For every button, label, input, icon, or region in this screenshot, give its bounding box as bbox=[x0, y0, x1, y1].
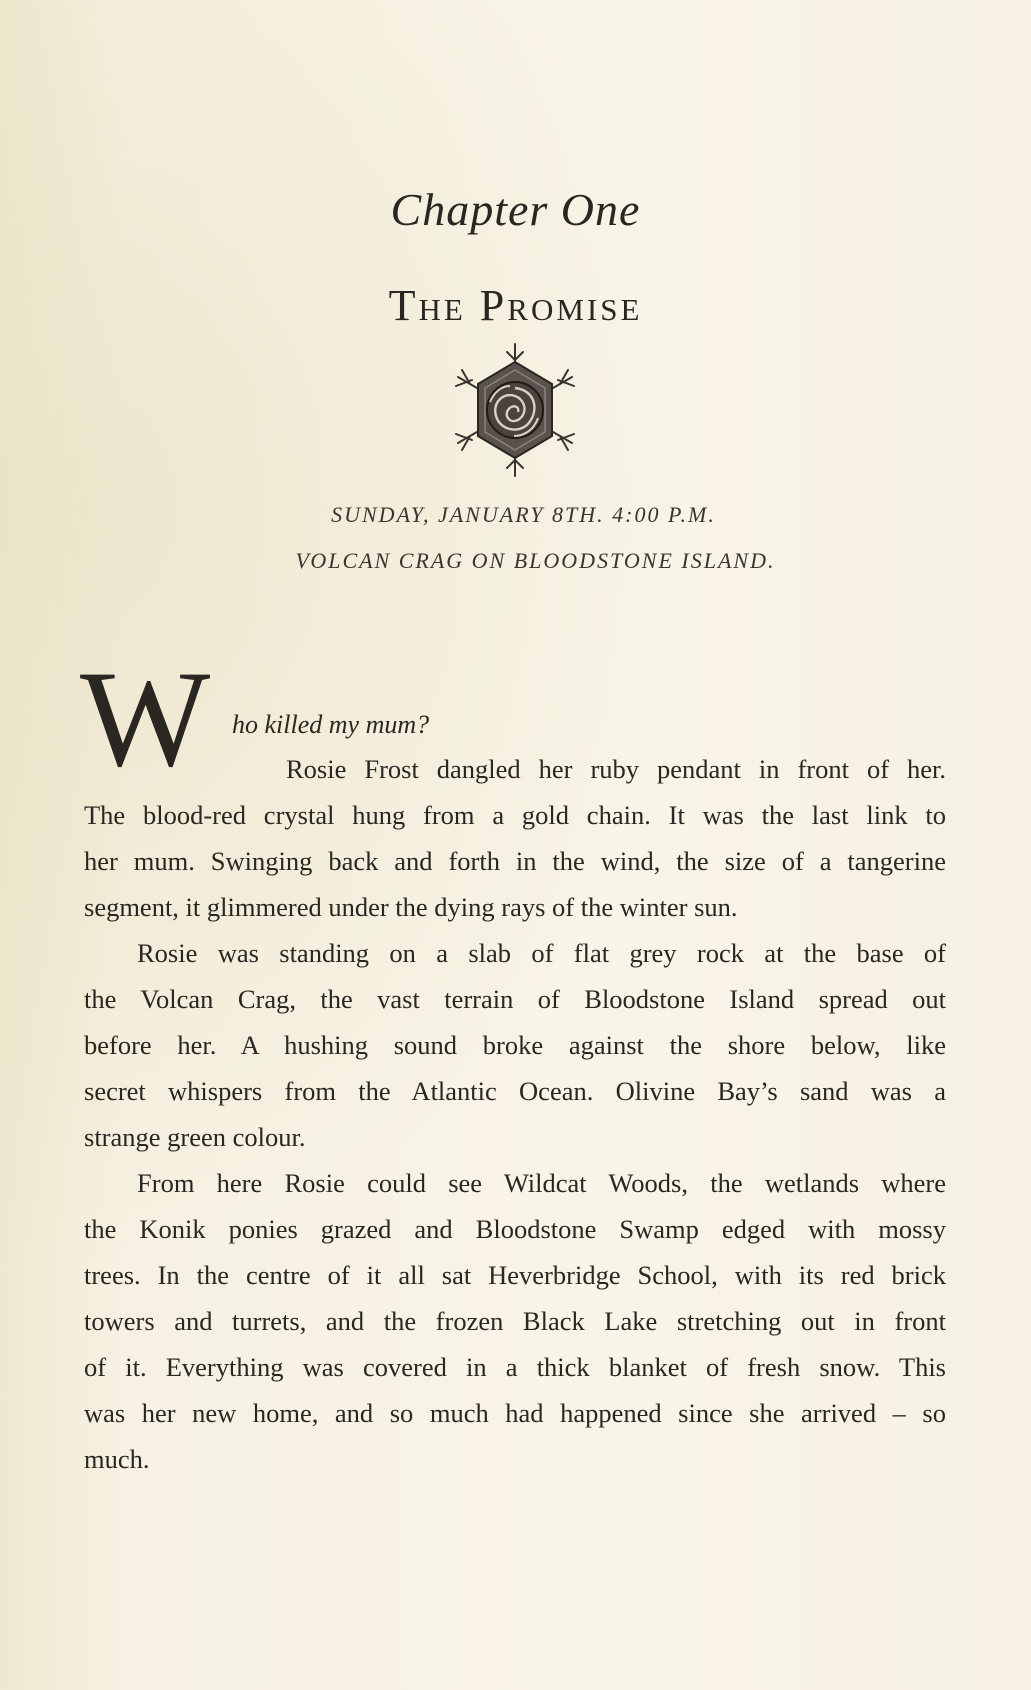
paragraph-line: trees. In the centre of it all sat Heverbridge School, with its red brick bbox=[84, 1260, 946, 1290]
chapter-number: Chapter One bbox=[390, 184, 641, 235]
paragraph-line: secret whispers from the Atlantic Ocean. Olivine Bay’s sand was a bbox=[84, 1076, 946, 1106]
snowflake-rose-icon bbox=[450, 340, 580, 480]
paragraph-line: much. bbox=[84, 1444, 150, 1474]
paragraph-line: towers and turrets, and the frozen Black Lake stretching out in front bbox=[84, 1306, 946, 1336]
paragraph-line: segment, it glimmered under the dying rays of the winter sun. bbox=[84, 892, 738, 922]
paragraph-line: strange green colour. bbox=[84, 1122, 306, 1152]
paragraph-line: was her new home, and so much had happened since she arrived – so bbox=[84, 1398, 946, 1428]
paragraph-line: From here Rosie could see Wildcat Woods, the wetlands where bbox=[137, 1168, 946, 1198]
dateline-time: SUNDAY, JANUARY 8TH. 4:00 P.M. bbox=[331, 502, 716, 527]
chapter-title: The Promise bbox=[388, 281, 643, 330]
paragraph-line: Rosie was standing on a slab of flat grey rock at the base of bbox=[137, 938, 946, 968]
opening-line: ho killed my mum? bbox=[232, 710, 430, 739]
dateline-place: VOLCAN CRAG ON BLOODSTONE ISLAND. bbox=[295, 548, 776, 573]
drop-cap: W bbox=[80, 642, 211, 795]
paragraph-line: the Volcan Crag, the vast terrain of Bloodstone Island spread out bbox=[84, 984, 946, 1014]
paragraph-line: the Konik ponies grazed and Bloodstone Swamp edged with mossy bbox=[84, 1214, 946, 1244]
paragraph-line: of it. Everything was covered in a thick blanket of fresh snow. This bbox=[84, 1352, 946, 1382]
paragraph-line: her mum. Swinging back and forth in the wind, the size of a tangerine bbox=[84, 846, 946, 876]
paragraph-line: before her. A hushing sound broke against the shore below, like bbox=[84, 1030, 946, 1060]
paragraph-line: Rosie Frost dangled her ruby pendant in front of her. bbox=[286, 754, 946, 784]
paragraph-line: The blood-red crystal hung from a gold chain. It was the last link to bbox=[84, 800, 946, 830]
